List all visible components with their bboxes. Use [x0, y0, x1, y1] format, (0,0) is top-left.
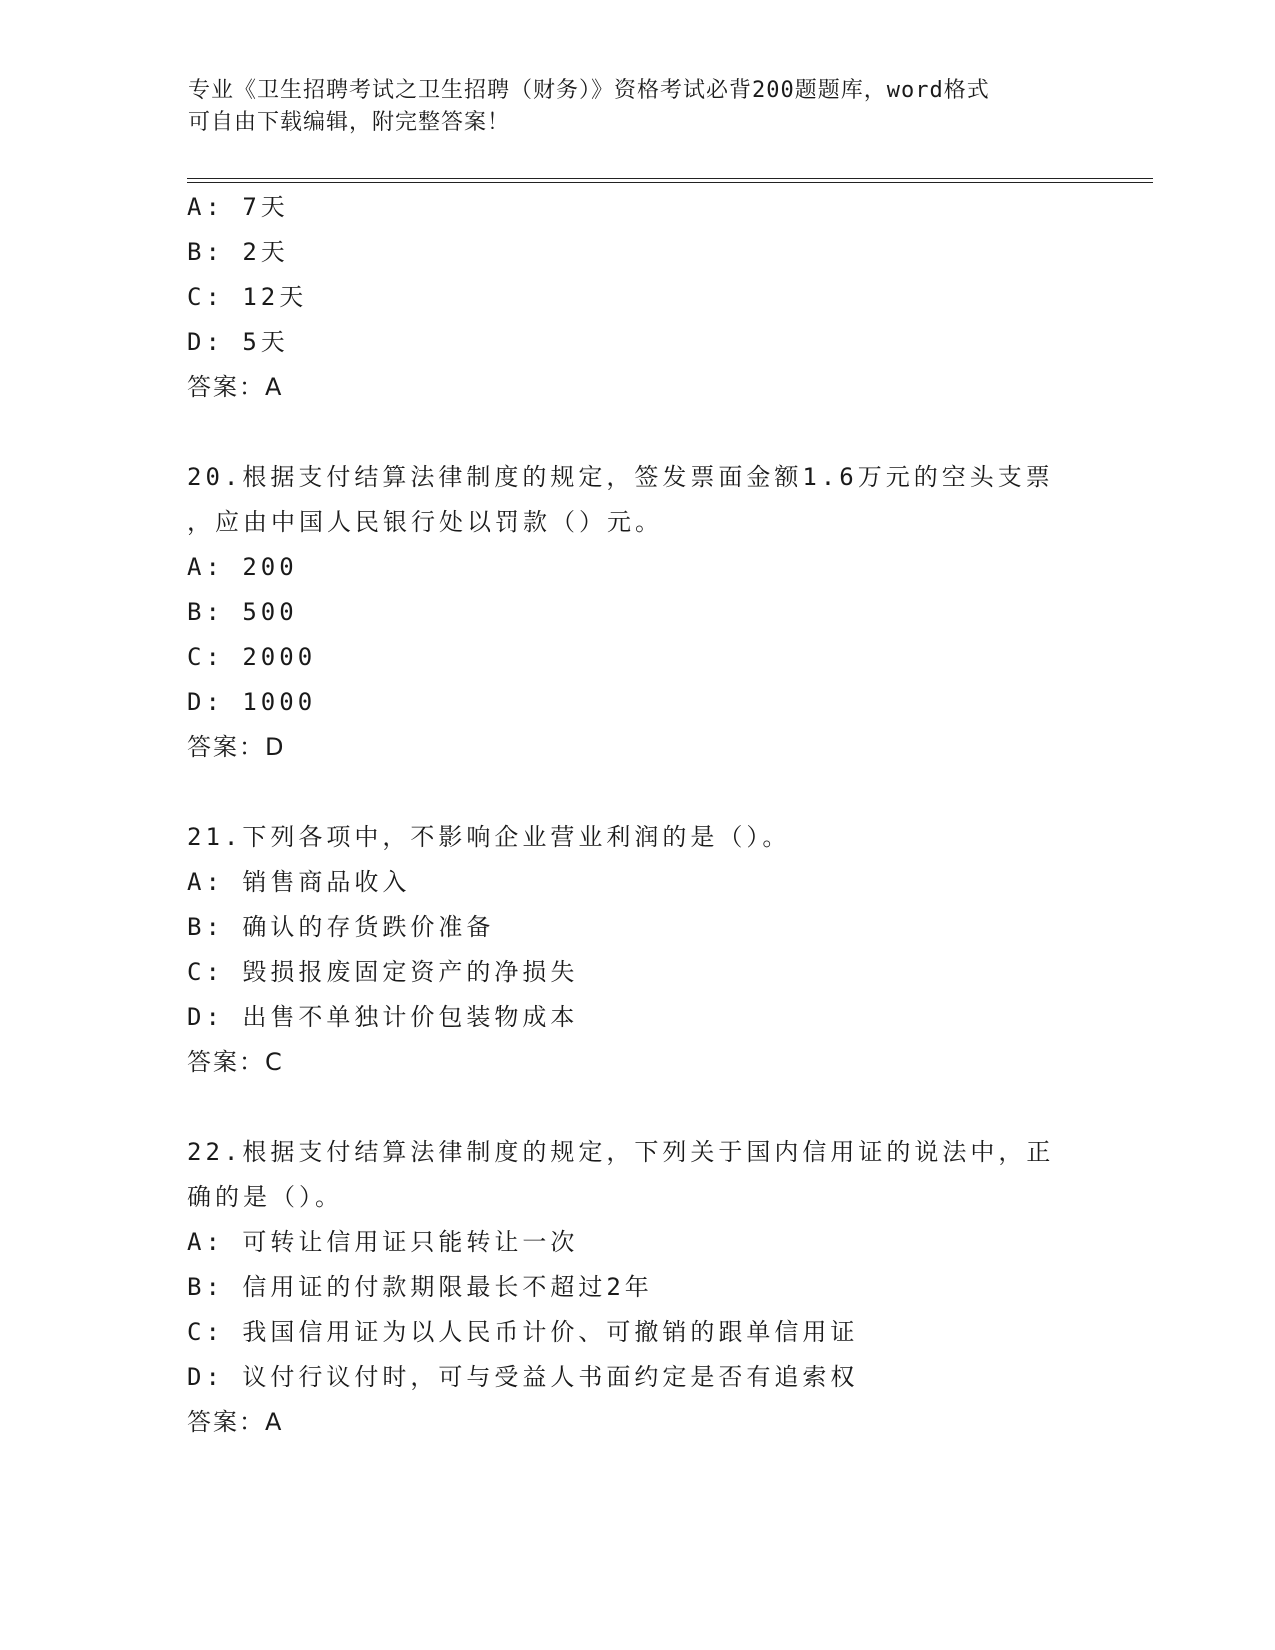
q21-option-b: B: 确认的存货跌价准备 [187, 913, 495, 941]
q22-stem-line-1: 22.根据支付结算法律制度的规定，下列关于国内信用证的说法中，正 [187, 1138, 1055, 1166]
q20-stem-line-1: 20.根据支付结算法律制度的规定，签发票面金额1.6万元的空头支票 [187, 463, 1054, 491]
q22-option-d: D: 议付行议付时，可与受益人书面约定是否有追索权 [187, 1363, 859, 1391]
header-line-1: 专业《卫生招聘考试之卫生招聘（财务）》资格考试必背200题题库，word格式 [188, 78, 990, 103]
q19-option-c: C: 12天 [187, 283, 308, 311]
q21-option-a: A: 销售商品收入 [187, 868, 411, 896]
header-line-2: 可自由下载编辑，附完整答案！ [188, 110, 511, 135]
q20-option-c: C: 2000 [187, 643, 317, 671]
q20-stem-line-2: ，应由中国人民银行处以罚款（）元。 [187, 508, 663, 536]
header-divider-bottom [187, 182, 1153, 183]
q20-option-a: A: 200 [187, 553, 298, 581]
q22-option-a: A: 可转让信用证只能转让一次 [187, 1228, 579, 1256]
q19-answer: 答案：A [187, 373, 284, 401]
document-header [188, 75, 1088, 139]
q20-option-d: D: 1000 [187, 688, 317, 716]
q22-option-c: C: 我国信用证为以人民币计价、可撤销的跟单信用证 [187, 1318, 859, 1346]
q22-stem-line-2: 确的是（）。 [187, 1183, 343, 1211]
q20-answer: 答案：D [187, 733, 286, 761]
q20-option-b: B: 500 [187, 598, 298, 626]
q22-option-b: B: 信用证的付款期限最长不超过2年 [187, 1273, 653, 1301]
q21-option-d: D: 出售不单独计价包装物成本 [187, 1003, 579, 1031]
q22-answer: 答案：A [187, 1408, 284, 1436]
q21-answer: 答案：C [187, 1048, 284, 1076]
q21-stem-line-1: 21.下列各项中，不影响企业营业利润的是（）。 [187, 823, 791, 851]
q21-option-c: C: 毁损报废固定资产的净损失 [187, 958, 579, 986]
q19-option-a: A: 7天 [187, 193, 289, 221]
header-divider-top [187, 178, 1153, 179]
q19-option-b: B: 2天 [187, 238, 289, 266]
q19-option-d: D: 5天 [187, 328, 289, 356]
